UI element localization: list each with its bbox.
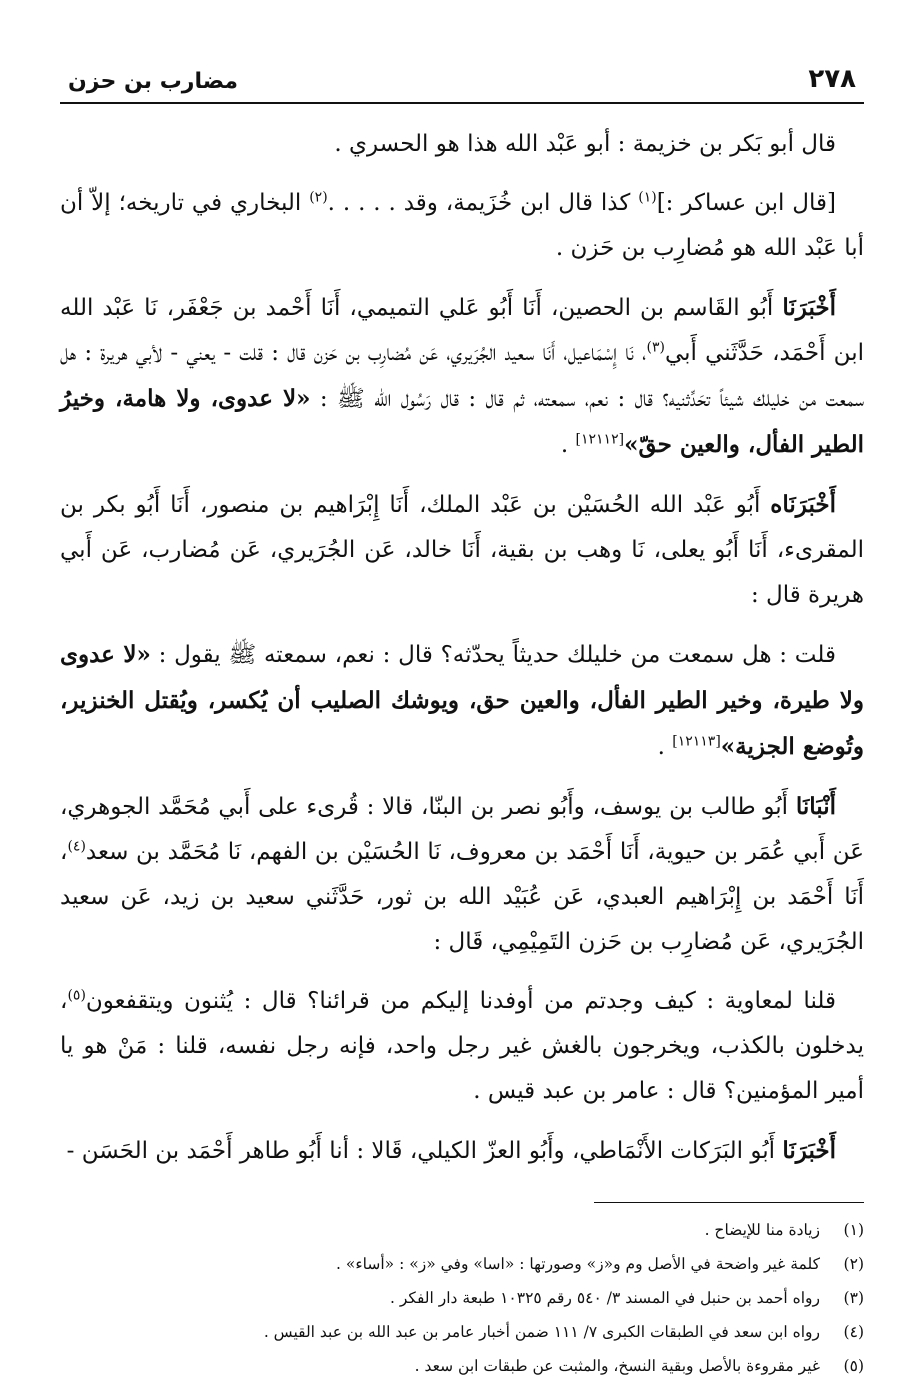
p3-text-b: ، نَا إِسْمَاعيل، أَنَا سعيد الجُرَيري، عَن مُضارِب بن حَزن قال : قلت - يعني - لأبي هريرة : هل سمعت من خليلك شيئاً تحَدِّثنيه؟ قال : نعم، سمعته، ثم قال : قال رَسُول الله ﷺ :	[60, 340, 864, 412]
footnote-text: كلمة غير واضحة في الأصل وم و«ز» وصورتها : «اسا» وفي «ز» : «أساء» .	[336, 1255, 820, 1273]
footnote-3	[60, 1281, 864, 1315]
p6-lead-word: أَنْبَانَا	[795, 793, 836, 820]
p7-text-a: قلنا لمعاوية : كيف وجدتم من أوفدنا إليكم من قرائنا؟ قال : يُثنون ويتقفعون	[85, 988, 836, 1014]
running-header	[60, 60, 864, 94]
p3-end: .	[560, 432, 576, 458]
p3-text-a: أَبُو القَاسم بن الحصين، أَنَا أَبُو عَلي التميمي، أَنَا أَحْمد بن جَعْفَر، نَا عَبْد الله ابن أَحْمَد، حَدَّثَني أَبي	[60, 295, 864, 366]
p2-text-c: البخاري في تاريخه؛ إلاّ أن أبا عَبْد الله هو مُضارِب بن حَزن .	[60, 190, 864, 261]
footnote-ref-5: (٥)	[67, 987, 86, 1004]
p5-hadith-quote: «لا عدوى ولا طيرة، وخير الطير الفأل، والعين حق، ويوشك الصليب أن يُكسر، ويُقتل الخنزير، وتُوضع الجزية»	[60, 641, 864, 760]
paragraph-3	[60, 285, 864, 468]
footnote-number: (٤)	[843, 1323, 864, 1341]
p6-text-b: ، أَنَا أَحْمَد بن إِبْرَاهيم العبدي، عَن عُبَيْد الله بن ثور، حَدَّثَني سعيد بن زيد، عَن سعيد الجُرَيري، عَن مُضارِب بن حَزن التَمِيْمِي، قَال :	[60, 839, 864, 955]
paragraph-1	[60, 122, 864, 167]
footnote-text: رواه ابن سعد في الطبقات الكبرى ٧/ ١١١ ضمن أخبار عامر بن عبد الله بن عبد القيس .	[263, 1323, 820, 1341]
p5-text-a: قلت : هل سمعت من خليلك حديثاً يحدّثه؟ قال : نعم، سمعته ﷺ يقول :	[150, 642, 836, 668]
footnote-4	[60, 1315, 864, 1349]
p8-text: أَبُو البَرَكات الأَنْمَاطي، وأَبُو العزّ الكيلي، قَالا : أنا أَبُو طاهر أَحْمَد بن الحَسَن -	[66, 1138, 783, 1164]
footnote-rule	[594, 1202, 864, 1203]
p7-text-b: ، يدخلون بالكذب، ويخرجون بالغش غير رجل واحد، فإنه رجل نفسه، قلنا : مَنْ هو يا أمير المؤمنين؟ قال : عامر بن عبد قيس .	[60, 988, 864, 1104]
p2-text-b: كذا قال ابن خُزَيمة، وقد . . . . .	[327, 190, 639, 216]
footnote-2	[60, 1247, 864, 1281]
p5-end: .	[657, 734, 673, 760]
footnote-ref-4: (٤)	[67, 838, 86, 855]
main-text	[60, 122, 864, 1174]
p6-text-a: أَبُو طالب بن يوسف، وأَبُو نصر بن البنّا، قالا : قُرىء على أَبي مُحَمَّد الجوهري، عَن أَبي عُمَر بن حيوية، أَنَا أَحْمَد بن معروف، نَا الحُسَيْن بن الفهم، نَا مُحَمَّد بن سعد	[60, 794, 864, 865]
footnote-number: (٥)	[843, 1357, 864, 1375]
paragraph-8	[60, 1128, 864, 1174]
header-rule	[60, 102, 864, 104]
paragraph-2	[60, 181, 864, 271]
footnote-ref-3: (٣)	[646, 339, 665, 356]
p3-lead-word: أَخْبَرَنَا	[782, 294, 836, 321]
footnote-text: رواه أحمد بن حنبل في المسند ٣/ ٥٤٠ رقم ١٠٣٢٥ طبعة دار الفكر .	[389, 1289, 820, 1307]
paragraph-6	[60, 784, 864, 965]
paragraph-7	[60, 979, 864, 1114]
p5-hadith-number: [١٢١١٣]	[672, 733, 721, 750]
page-number: ٢٧٨	[808, 64, 856, 94]
p2-text-a: [قال ابن عساكر :]	[656, 190, 836, 216]
footnote-text: غير مقروءة بالأصل وبقية النسخ، والمثبت عن طبقات ابن سعد .	[414, 1357, 820, 1375]
p1-text: قال أبو بَكر بن خزيمة : أبو عَبْد الله هذا هو الحسري .	[334, 131, 836, 157]
footnote-5	[60, 1349, 864, 1383]
footnote-number: (٢)	[843, 1255, 864, 1273]
paragraph-5	[60, 632, 864, 770]
p3-hadith-quote: «لا عدوى، ولا هامة، وخيرُ الطير الفأل، والعين حقّ»	[60, 385, 864, 458]
footnote-ref-1: (١)	[638, 189, 657, 206]
p4-lead-word: أَخْبَرَنَاه	[770, 491, 836, 518]
footnotes	[60, 1213, 864, 1383]
paragraph-4	[60, 482, 864, 618]
footnote-1	[60, 1213, 864, 1247]
footnote-ref-2: (٢)	[309, 189, 328, 206]
p3-hadith-number: [١٢١١٢]	[575, 431, 625, 448]
running-title: مضارب بن حزن	[68, 69, 239, 94]
footnote-number: (١)	[843, 1221, 864, 1239]
footnote-text: زيادة منا للإيضاح .	[704, 1221, 820, 1239]
p4-text: أَبُو عَبْد الله الحُسَيْن بن عَبْد الملك، أَنَا إِبْرَاهيم بن منصور، أَنَا أَبُو بكر بن المقرىء، أَنَا أَبُو يعلى، نَا وهب بن بقية، أَنَا خالد، عَن الجُرَيري، عَن مُضارب، عَن أَبي هريرة قال :	[60, 492, 864, 608]
p8-lead-word: أَخْبَرَنَا	[782, 1137, 836, 1164]
footnote-number: (٣)	[843, 1289, 864, 1307]
